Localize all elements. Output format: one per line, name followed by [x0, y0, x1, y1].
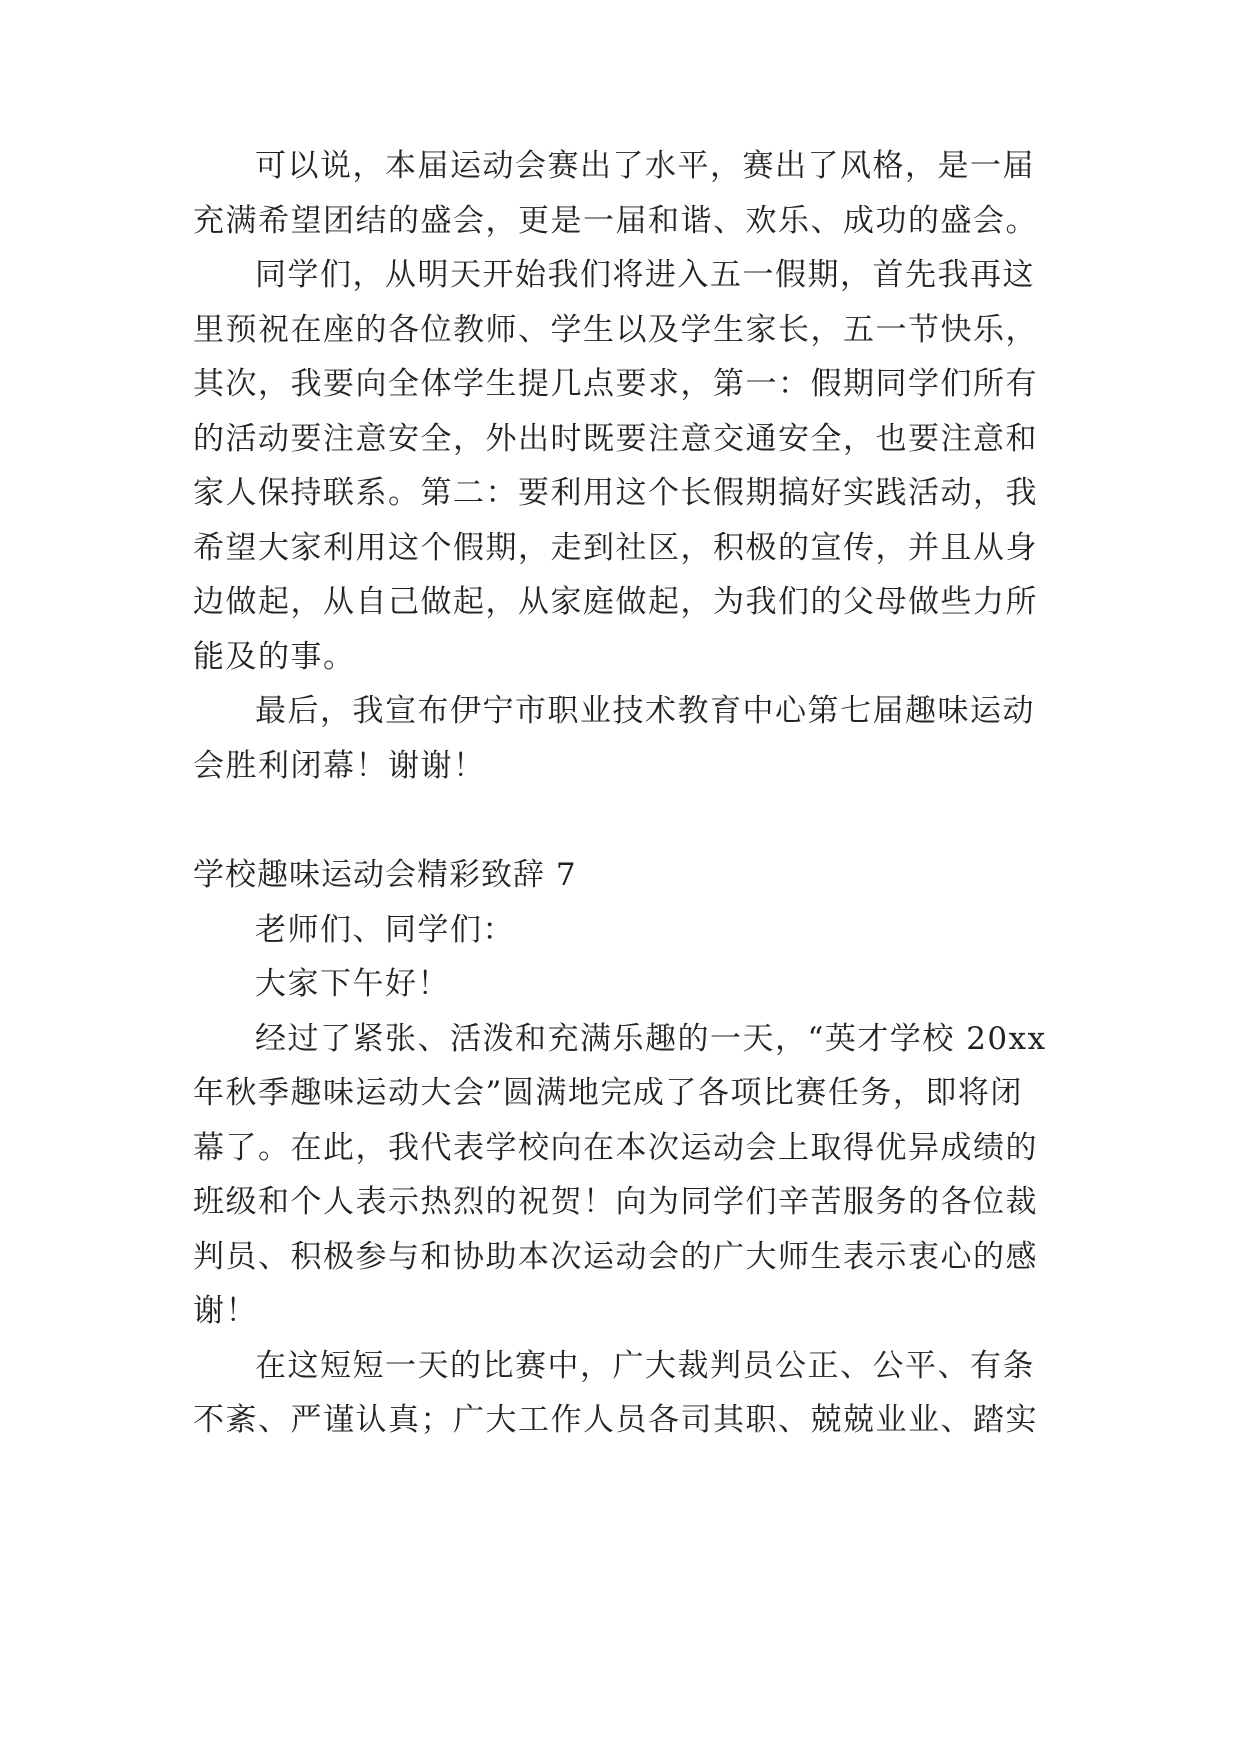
section-heading: 学校趣味运动会精彩致辞 7	[193, 857, 577, 893]
paragraph-2-line-8: 能及的事。	[193, 639, 356, 675]
paragraph-4-line-1: 经过了紧张、活泼和充满乐趣的一天，“英才学校 20xx	[255, 1021, 1047, 1057]
paragraph-2-line-2: 里预祝在座的各位教师、学生以及学生家长，五一节快乐，	[193, 312, 1038, 348]
paragraph-2-line-6: 希望大家利用这个假期，走到社区，积极的宣传，并且从身	[193, 530, 1038, 566]
paragraph-5-line-2: 不紊、严谨认真；广大工作人员各司其职、兢兢业业、踏实	[193, 1402, 1038, 1438]
paragraph-2-line-3: 其次，我要向全体学生提几点要求，第一：假期同学们所有	[193, 366, 1038, 402]
paragraph-1-line-2: 充满希望团结的盛会，更是一届和谐、欢乐、成功的盛会。	[193, 203, 1038, 239]
paragraph-4-line-6: 谢！	[193, 1293, 258, 1329]
paragraph-4-line-3: 幕了。在此，我代表学校向在本次运动会上取得优异成绩的	[193, 1130, 1038, 1166]
paragraph-2-line-5: 家人保持联系。第二：要利用这个长假期搞好实践活动，我	[193, 475, 1038, 511]
paragraph-5-line-1: 在这短短一天的比赛中，广大裁判员公正、公平、有条	[255, 1348, 1035, 1384]
paragraph-3-line-2: 会胜利闭幕！谢谢！	[193, 748, 486, 784]
paragraph-2-line-7: 边做起，从自己做起，从家庭做起，为我们的父母做些力所	[193, 584, 1038, 620]
paragraph-4-line-2: 年秋季趣味运动大会”圆满地完成了各项比赛任务，即将闭	[193, 1075, 1023, 1111]
paragraph-2-line-4: 的活动要注意安全，外出时既要注意交通安全，也要注意和	[193, 421, 1038, 457]
greeting: 大家下午好！	[255, 966, 450, 1002]
paragraph-3-line-1: 最后，我宣布伊宁市职业技术教育中心第七届趣味运动	[255, 693, 1035, 729]
paragraph-4-line-4: 班级和个人表示热烈的祝贺！向为同学们辛苦服务的各位裁	[193, 1184, 1038, 1220]
paragraph-1-line-1: 可以说，本届运动会赛出了水平，赛出了风格，是一届	[255, 148, 1035, 184]
salutation: 老师们、同学们：	[255, 912, 515, 948]
paragraph-4-line-5: 判员、积极参与和协助本次运动会的广大师生表示衷心的感	[193, 1239, 1038, 1275]
paragraph-2-line-1: 同学们，从明天开始我们将进入五一假期，首先我再这	[255, 257, 1035, 293]
